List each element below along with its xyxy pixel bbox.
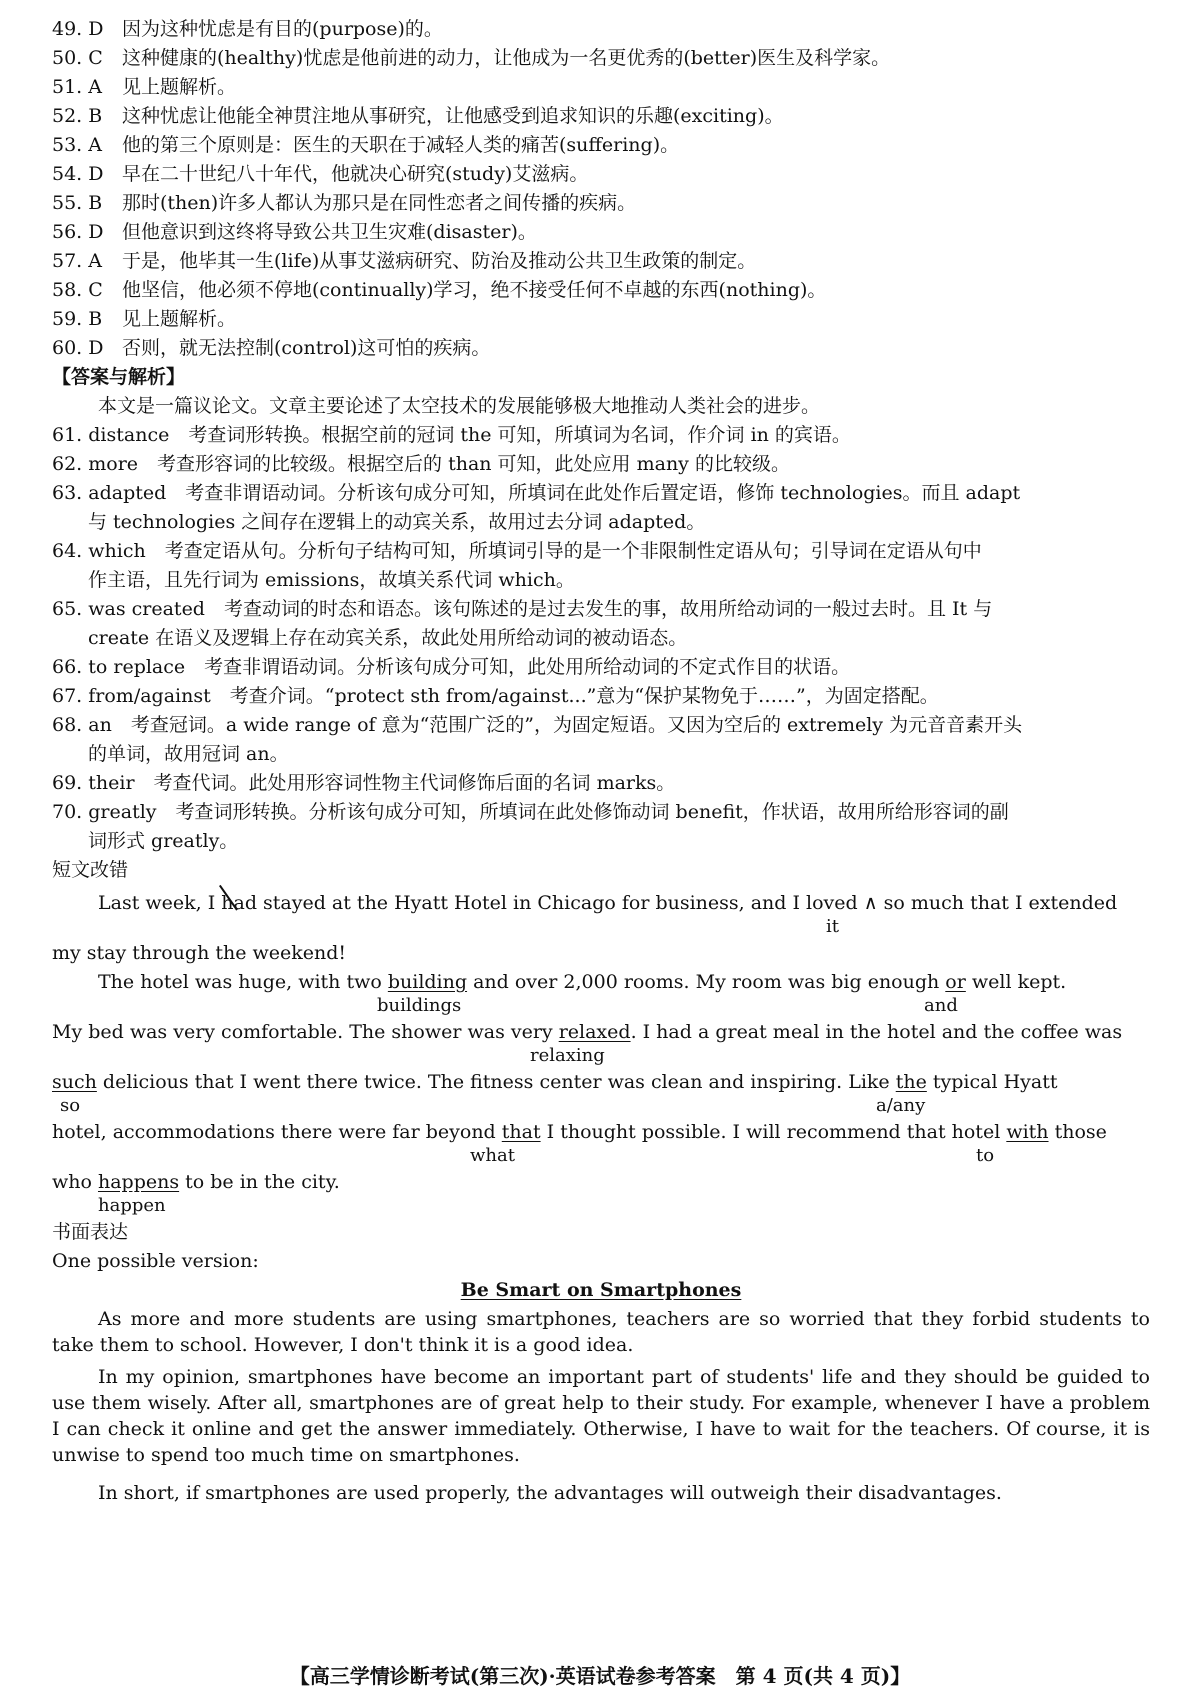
correction-and: and: [924, 995, 958, 1016]
correction-so: so: [60, 1095, 81, 1116]
answer-item-66: 66. to replace 考查非谓语动词。分析该句成分可知，此处用所给动词的不定式作目的状语。: [52, 656, 851, 678]
error-happens: happens: [97, 1171, 180, 1193]
correction-line-2: my stay through the weekend!: [52, 942, 347, 964]
answer-item-56: 56. D 但他意识到这终将导致公共卫生灾难(disaster)。: [52, 221, 537, 243]
answer-item-53: 53. A 他的第三个原则是：医生的天职在于减轻人类的痛苦(suffering)。: [52, 134, 680, 156]
correction-a-any: a/any: [876, 1095, 926, 1116]
answer-item-64: 64. which 考查定语从句。分析句子结构可知，所填词引导的是一个非限制性定语从句；引导词在定语从句中: [52, 540, 982, 562]
essay-paragraph-1: As more and more students are using smartphones, teachers are so worried that they forbid students to take them to school. However, I don't think it is a good idea.: [52, 1308, 1150, 1356]
correction-what: what: [470, 1145, 515, 1166]
answer-item-60: 60. D 否则，就无法控制(control)这可怕的疾病。: [52, 337, 491, 359]
answer-item-55: 55. B 那时(then)许多人都认为那只是在同性恋者之间传播的疾病。: [52, 192, 637, 214]
error-such: such: [52, 1071, 97, 1093]
answer-item-62: 62. more 考查形容词的比较级。根据空后的 than 可知，此处应用 many 的比较级。: [52, 453, 790, 475]
error-or: or: [945, 971, 966, 993]
error-with: with: [1006, 1121, 1049, 1143]
answer-item-50: 50. C 这种健康的(healthy)忧虑是他前进的动力，让他成为一名更优秀的(better)医生及科学家。: [52, 47, 891, 69]
answer-item-70-cont: 词形式 greatly。: [88, 830, 239, 852]
error-the: the: [895, 1071, 927, 1093]
correction-line-7: who happens to be in the city.: [52, 1171, 340, 1193]
answer-item-57: 57. A 于是，他毕其一生(life)从事艾滋病研究、防治及推动公共卫生政策的制定。: [52, 250, 757, 272]
correction-happen: happen: [98, 1195, 166, 1216]
correction-line-4: My bed was very comfortable. The shower was very relaxed. I had a great meal in the hotel and the coffee was: [52, 1021, 1123, 1043]
answer-item-51: 51. A 见上题解析。: [52, 76, 237, 98]
correction-to: to: [976, 1145, 995, 1166]
answer-item-67: 67. from/against 考查介词。“protect sth from/against...”意为“保护某物免于……”，为固定搭配。: [52, 685, 939, 707]
correction-line-6: hotel, accommodations there were far beyond that I thought possible. I will recommend that hotel with those: [52, 1121, 1107, 1143]
answer-item-52: 52. B 这种忧虑让他能全神贯注地从事研究，让他感受到追求知识的乐趣(exciting)。: [52, 105, 784, 127]
correction-line-5: such delicious that I went there twice. The fitness center was clean and inspiring. Like the typical Hyatt: [52, 1071, 1058, 1093]
answer-item-69: 69. their 考查代词。此处用形容词性物主代词修饰后面的名词 marks。: [52, 772, 676, 794]
answer-item-65-cont: create 在语义及逻辑上存在动宾关系，故此处用所给动词的被动语态。: [88, 627, 688, 649]
passage-intro: 本文是一篇议论文。文章主要论述了太空技术的发展能够极大地推动人类社会的进步。: [98, 395, 821, 417]
deleted-word: had: [221, 892, 257, 914]
answer-item-59: 59. B 见上题解析。: [52, 308, 237, 330]
answer-item-63-cont: 与 technologies 之间存在逻辑上的动宾关系，故用过去分词 adapted。: [88, 511, 706, 533]
correction-buildings: buildings: [377, 995, 462, 1016]
correction-heading: 短文改错: [52, 859, 129, 881]
error-relaxed: relaxed: [558, 1021, 631, 1043]
correction-line-1: Last week, I had stayed at the Hyatt Hotel in Chicago for business, and I loved ∧ so much that I extended: [98, 892, 1118, 914]
essay-paragraph-3: In short, if smartphones are used properly, the advantages will outweigh their disadvantages.: [98, 1482, 1002, 1504]
answer-item-61: 61. distance 考查词形转换。根据空前的冠词 the 可知，所填词为名词，作介词 in 的宾语。: [52, 424, 851, 446]
answer-heading: 【答案与解析】: [52, 366, 186, 388]
answer-item-54: 54. D 早在二十世纪八十年代，他就决心研究(study)艾滋病。: [52, 163, 589, 185]
correction-it: it: [826, 916, 839, 937]
page-footer: 【高三学情诊断考试(第三次)·英语试卷参考答案 第 4 页(共 4 页)】: [289, 1664, 911, 1688]
answer-item-68-cont: 的单词，故用冠词 an。: [88, 743, 289, 765]
essay-paragraph-2: In my opinion, smartphones have become an important part of students' life and they should be guided to use them wisely. After all, smartphones are of great help to their study. For example, whenever I have a problem I can check it online and get the answer immediately. Otherwise, I have to wait for the teachers. Of course, it is unwise to spend too much time on smartphones.: [52, 1366, 1150, 1466]
writing-version-label: One possible version:: [52, 1250, 259, 1272]
correction-line-3: The hotel was huge, with two building and over 2,000 rooms. My room was big enough or well kept.: [98, 971, 1067, 993]
answer-item-63: 63. adapted 考查非谓语动词。分析该句成分可知，所填词在此处作后置定语，修饰 technologies。而且 adapt: [52, 482, 1021, 504]
answer-item-70: 70. greatly 考查词形转换。分析该句成分可知，所填词在此处修饰动词 benefit，作状语，故用所给形容词的副: [52, 801, 1009, 823]
error-that: that: [501, 1121, 541, 1143]
answer-item-68: 68. an 考查冠词。a wide range of 意为“范围广泛的”，为固定短语。又因为空后的 extremely 为元音音素开头: [52, 714, 1023, 736]
answer-item-49: 49. D 因为这种忧虑是有目的(purpose)的。: [52, 18, 443, 40]
answer-item-64-cont: 作主语，且先行词为 emissions，故填关系代词 which。: [88, 569, 575, 591]
answer-item-58: 58. C 他坚信，他必须不停地(continually)学习，绝不接受任何不卓越的东西(nothing)。: [52, 279, 827, 301]
error-building: building: [387, 971, 468, 993]
correction-relaxing: relaxing: [530, 1045, 605, 1066]
essay-title: Be Smart on Smartphones: [460, 1279, 742, 1301]
answer-item-65: 65. was created 考查动词的时态和语态。该句陈述的是过去发生的事，故用所给动词的一般过去时。且 It 与: [52, 598, 993, 620]
writing-heading: 书面表达: [52, 1221, 129, 1243]
